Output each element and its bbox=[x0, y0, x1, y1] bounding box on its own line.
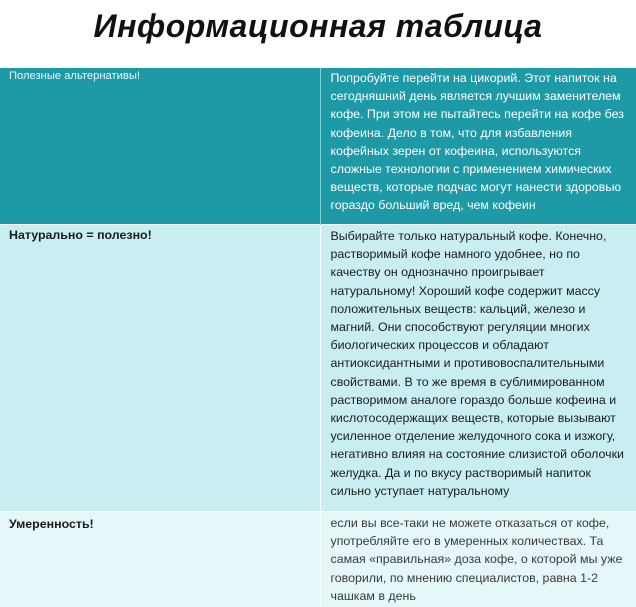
row-heading: Умеренность! bbox=[9, 517, 94, 531]
table-row bbox=[0, 225, 636, 512]
row-heading: Полезные альтернативы! bbox=[9, 70, 140, 82]
row-heading-cell bbox=[0, 68, 320, 225]
row-text-cell bbox=[320, 512, 636, 607]
row-heading: Натурально = полезно! bbox=[9, 228, 152, 242]
row-text-cell bbox=[320, 68, 636, 225]
row-text: Попробуйте перейти на цикорий. Этот напиток на сегодняшний день является лучшим заменителем кофе. При этом не пытайтесь перейти на кофе без кофеина. Дело в том, что для избавления кофейных зерен от кофеина, используются сложные технологии с применением химических веществ, которые подчас могут нанести здоровью гораздо больший вред, чем кофеин bbox=[330, 71, 624, 213]
row-text-cell bbox=[320, 225, 636, 512]
row-heading-cell bbox=[0, 225, 320, 512]
row-text: если вы все-таки не можете отказаться от кофе, употребляйте его в умеренных количествах. Та самая «правильная» доза кофе, о которой мы уже говорили, по мнению специалистов, равна 1-2 чашкам в день bbox=[330, 516, 623, 603]
page-title: Информационная таблица bbox=[93, 8, 543, 44]
table-row bbox=[0, 512, 636, 607]
table-row bbox=[0, 68, 636, 225]
row-heading-cell bbox=[0, 512, 320, 607]
row-text: Выбирайте только натуральный кофе. Конечно, растворимый кофе намного удобнее, но по качеству он однозначно проигрывает натуральному! Хороший кофе содержит массу положительных веществ: кальций, железо и магний. Они способствуют регуляции многих биологических процессов и обладают антиоксидантными и противовоспалительными свойствами. В то же время в сублимированном растворимом аналоге гораздо больше кофеина и кислотосодержащих веществ, которые вызывают усиленное отделение желудочного сока и изжогу, негативно влияя на состояние слизистой оболочки желудка. Да и по вкусу растворимый напиток сильно уступает натуральному bbox=[330, 229, 624, 498]
info-table bbox=[0, 68, 636, 607]
